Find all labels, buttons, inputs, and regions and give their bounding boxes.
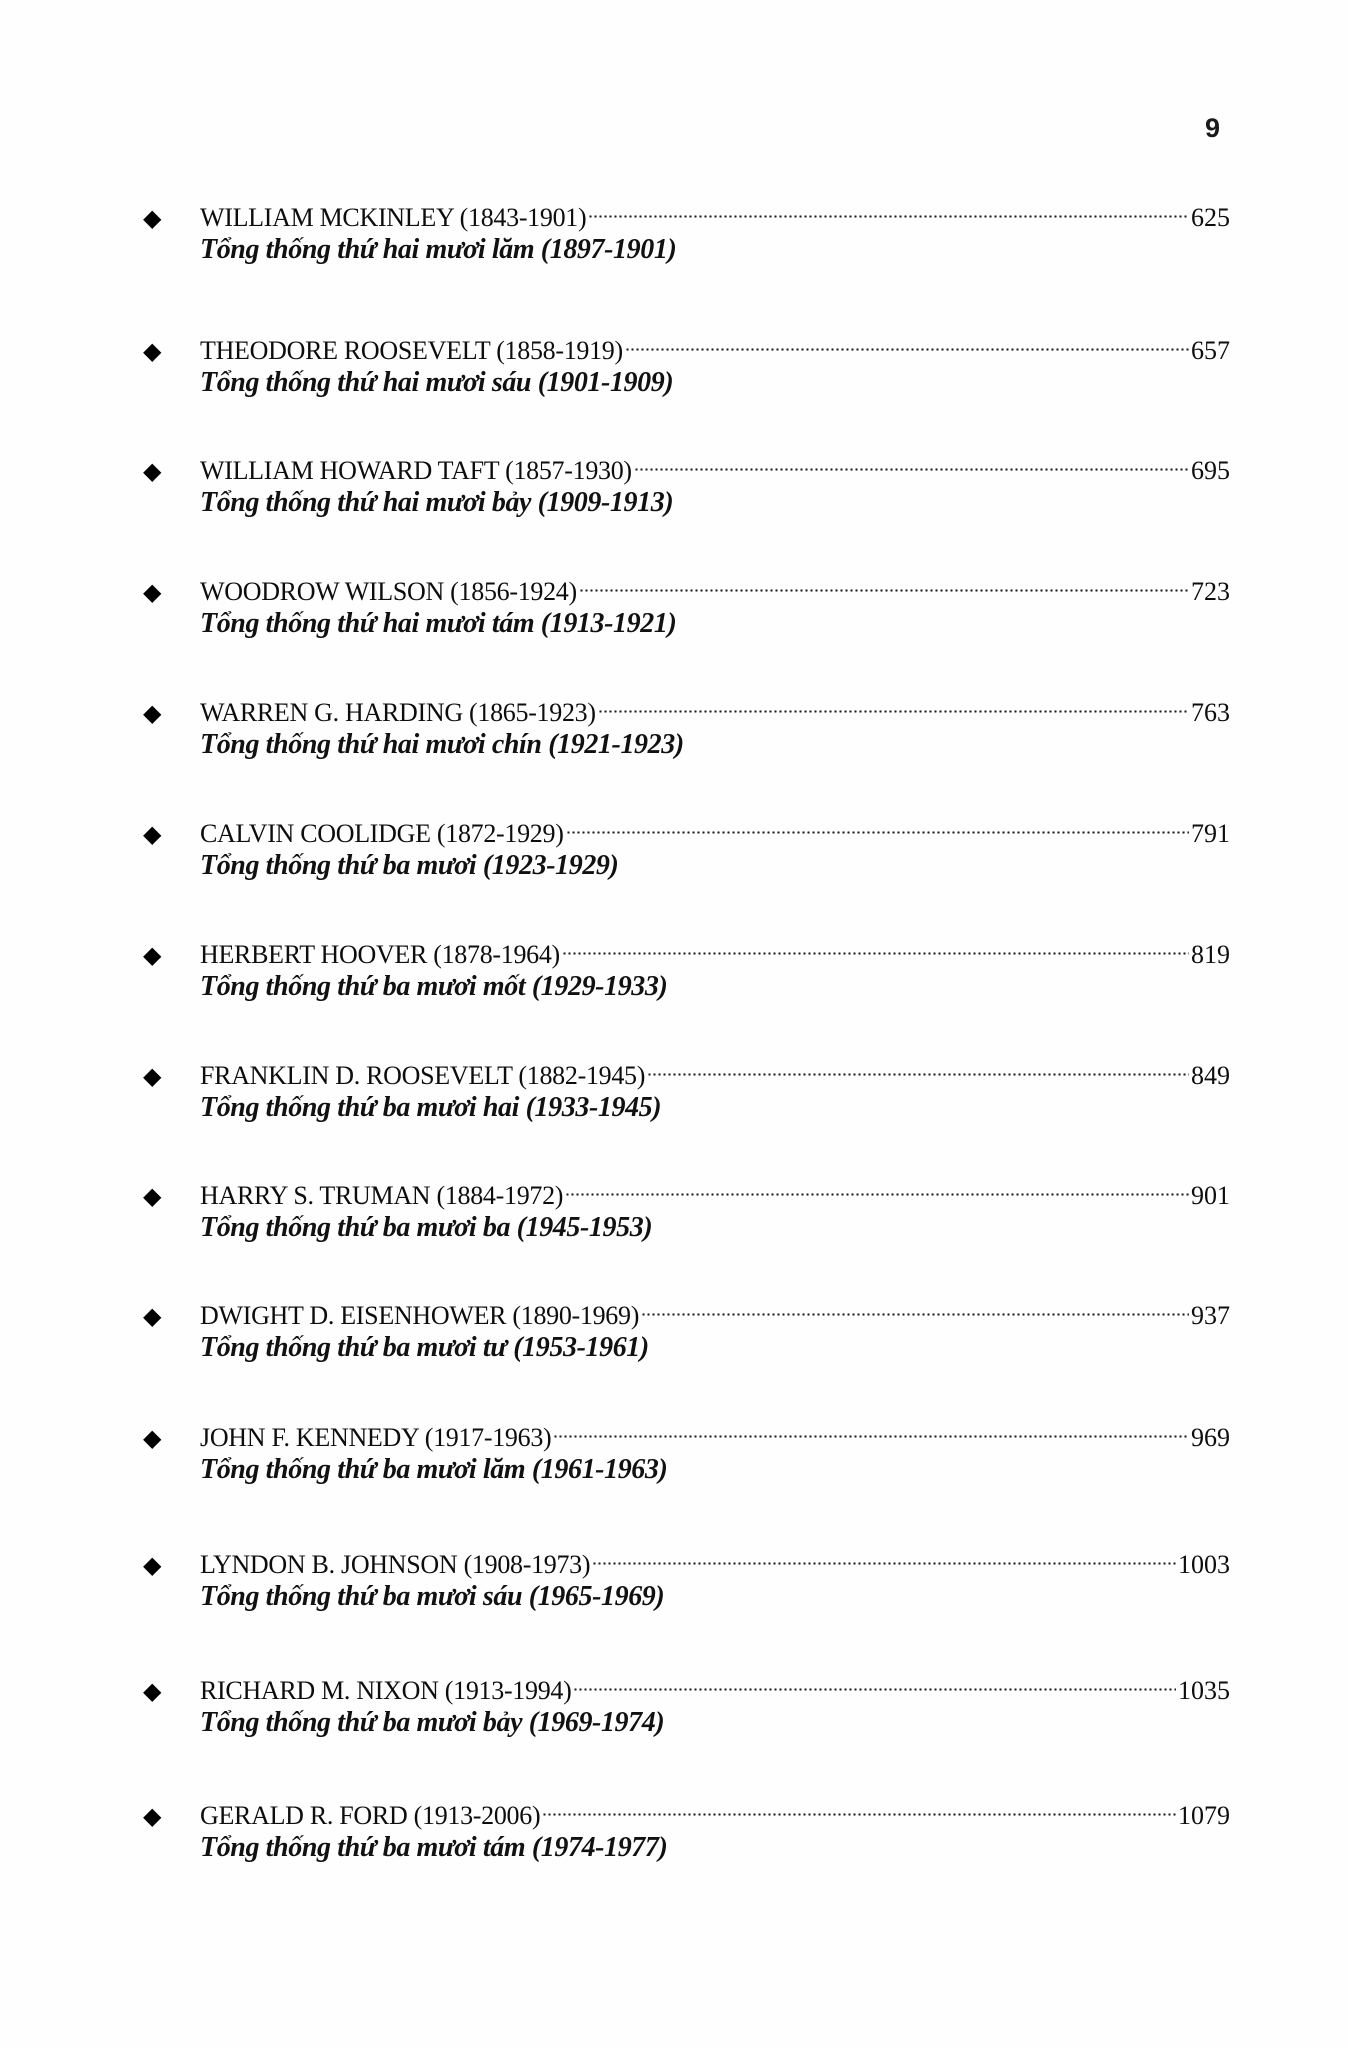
toc-entry[interactable]	[140, 323, 1230, 423]
toc-entry[interactable]	[140, 1663, 1230, 1763]
toc-entry-subtitle: Tổng thống thứ ba mươi tư (1953-1961)	[200, 1332, 649, 1363]
toc-entry-title: WILLIAM HOWARD TAFT (1857-1930)	[200, 456, 632, 485]
toc-entry-page: 763	[1191, 698, 1230, 727]
diamond-bullet-icon: ◆	[143, 1426, 162, 1452]
toc-entry-title: WARREN G. HARDING (1865-1923)	[200, 698, 596, 727]
dot-leader	[625, 323, 1189, 359]
diamond-bullet-icon: ◆	[143, 459, 162, 485]
toc-entry-page: 1035	[1178, 1676, 1230, 1705]
toc-entry[interactable]	[140, 1788, 1230, 1888]
diamond-bullet-icon: ◆	[143, 1679, 162, 1705]
diamond-bullet-icon: ◆	[143, 339, 162, 365]
toc-entry-title: WOODROW WILSON (1856-1924)	[200, 577, 577, 606]
dot-leader	[647, 1048, 1189, 1084]
toc-entry-subtitle: Tổng thống thứ ba mươi hai (1933-1945)	[200, 1092, 662, 1123]
toc-entry-subtitle: Tổng thống thứ ba mươi (1923-1929)	[200, 850, 619, 881]
dot-leader	[641, 1288, 1189, 1324]
toc-entry-subtitle: Tổng thống thứ hai mươi sáu (1901-1909)	[200, 367, 674, 398]
toc-entry[interactable]	[140, 685, 1230, 785]
toc-entry-page: 1079	[1178, 1801, 1230, 1830]
toc-entry-subtitle: Tổng thống thứ ba mươi lăm (1961-1963)	[200, 1454, 668, 1485]
toc-entry-title: THEODORE ROOSEVELT (1858-1919)	[200, 336, 623, 365]
toc-entry[interactable]	[140, 1537, 1230, 1637]
toc-entry-subtitle: Tổng thống thứ ba mươi ba (1945-1953)	[200, 1212, 653, 1243]
diamond-bullet-icon: ◆	[143, 1304, 162, 1330]
dot-leader	[562, 927, 1189, 963]
toc-entry-subtitle: Tổng thống thứ ba mươi mốt (1929-1933)	[200, 971, 668, 1002]
toc-entry-title: HERBERT HOOVER (1878-1964)	[200, 940, 560, 969]
diamond-bullet-icon: ◆	[143, 1553, 162, 1579]
diamond-bullet-icon: ◆	[143, 822, 162, 848]
toc-entry-page: 1003	[1178, 1550, 1230, 1579]
toc-entry-page: 849	[1191, 1061, 1230, 1090]
toc-entry-page: 901	[1191, 1181, 1230, 1210]
toc-entry[interactable]	[140, 1048, 1230, 1148]
diamond-bullet-icon: ◆	[143, 1184, 162, 1210]
dot-leader	[592, 1537, 1176, 1573]
toc-entry-subtitle: Tổng thống thứ hai mươi lăm (1897-1901)	[200, 234, 677, 265]
toc-entry-subtitle: Tổng thống thứ hai mươi tám (1913-1921)	[200, 608, 677, 639]
toc-entry-title: LYNDON B. JOHNSON (1908-1973)	[200, 1550, 591, 1579]
toc-entry-page: 937	[1191, 1301, 1230, 1330]
toc-entry-subtitle: Tổng thống thứ hai mươi chín (1921-1923)	[200, 729, 684, 760]
page-number: 9	[1205, 113, 1221, 143]
toc-entry-subtitle: Tổng thống thứ ba mươi bảy (1969-1974)	[200, 1707, 665, 1738]
toc-entry-title: FRANKLIN D. ROOSEVELT (1882-1945)	[200, 1061, 646, 1090]
toc-entry-title: WILLIAM MCKINLEY (1843-1901)	[200, 203, 587, 232]
diamond-bullet-icon: ◆	[143, 206, 162, 232]
diamond-bullet-icon: ◆	[143, 701, 162, 727]
dot-leader	[588, 190, 1189, 226]
toc-entry-page: 819	[1191, 940, 1230, 969]
diamond-bullet-icon: ◆	[143, 1064, 162, 1090]
toc-entry-page: 657	[1191, 336, 1230, 365]
toc-entry[interactable]	[140, 190, 1230, 290]
toc-entry-page: 723	[1191, 577, 1230, 606]
toc-entry[interactable]	[140, 1410, 1230, 1510]
diamond-bullet-icon: ◆	[143, 580, 162, 606]
toc-entry-subtitle: Tổng thống thứ ba mươi sáu (1965-1969)	[200, 1581, 665, 1612]
dot-leader	[579, 564, 1189, 600]
toc-entry-title: JOHN F. KENNEDY (1917-1963)	[200, 1423, 552, 1452]
dot-leader	[542, 1788, 1176, 1824]
dot-leader	[573, 1663, 1176, 1699]
toc-entry-page: 625	[1191, 203, 1230, 232]
toc-entry[interactable]	[140, 1168, 1230, 1268]
dot-leader	[598, 685, 1189, 721]
dot-leader	[634, 443, 1189, 479]
dot-leader	[566, 806, 1189, 842]
toc-entry[interactable]	[140, 443, 1230, 543]
toc-entry-page: 969	[1191, 1423, 1230, 1452]
diamond-bullet-icon: ◆	[143, 943, 162, 969]
toc-entry-title: RICHARD M. NIXON (1913-1994)	[200, 1676, 572, 1705]
dot-leader	[565, 1168, 1189, 1204]
toc-entry-title: HARRY S. TRUMAN (1884-1972)	[200, 1181, 564, 1210]
toc-entry[interactable]	[140, 927, 1230, 1027]
toc-entry[interactable]	[140, 1288, 1230, 1388]
toc-entry-title: DWIGHT D. EISENHOWER (1890-1969)	[200, 1301, 640, 1330]
dot-leader	[553, 1410, 1189, 1446]
diamond-bullet-icon: ◆	[143, 1804, 162, 1830]
toc-entry-page: 791	[1191, 819, 1230, 848]
toc-entry-page: 695	[1191, 456, 1230, 485]
toc-entry-title: CALVIN COOLIDGE (1872-1929)	[200, 819, 564, 848]
toc-entry-title: GERALD R. FORD (1913-2006)	[200, 1801, 541, 1830]
toc-entry[interactable]	[140, 806, 1230, 906]
toc-entry-subtitle: Tổng thống thứ hai mươi bảy (1909-1913)	[200, 487, 674, 518]
toc-entry-subtitle: Tổng thống thứ ba mươi tám (1974-1977)	[200, 1832, 668, 1863]
toc-entry[interactable]	[140, 564, 1230, 664]
